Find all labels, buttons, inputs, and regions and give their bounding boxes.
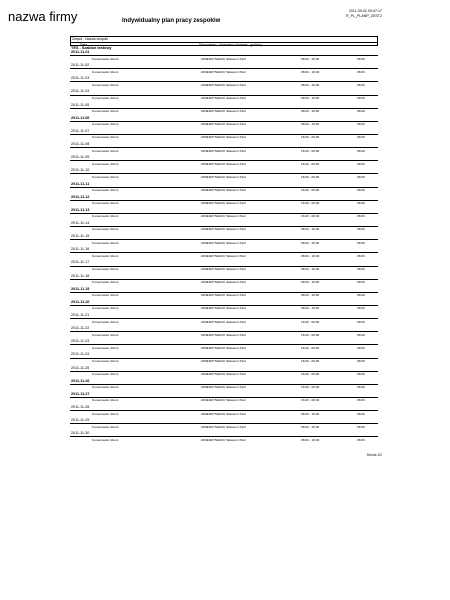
report-timestamp: 2011-09-02 09:47:17 (348, 9, 382, 13)
row-total: 08:00 (357, 345, 365, 350)
row-position: Konserwator dzieni (92, 398, 119, 403)
row-hours: 08:00 - 16:00 (301, 411, 320, 416)
group-header-label: Zespół - Nazwa zespołu (72, 37, 109, 41)
row-hours: 08:00 - 16:00 (301, 240, 320, 245)
row-position: Konserwator dzieni (92, 227, 119, 232)
row-date: 2011-11-22 (71, 326, 90, 331)
row-position: Konserwator dzieni (92, 332, 119, 337)
row-hours: 08:00 - 16:00 (301, 437, 320, 442)
row-employee: ZWIERZYNIECKI Sławomir Piotr (201, 424, 247, 429)
row-position: Konserwator dzieni (92, 56, 119, 61)
row-hours: 08:00 - 16:00 (301, 122, 320, 127)
row-total: 08:00 (357, 372, 365, 377)
row-hours: 08:00 - 16:00 (301, 424, 320, 429)
row-position: Konserwator dzieni (92, 122, 119, 127)
row-employee: ZWIERZYNIECKI Sławomir Piotr (201, 135, 247, 140)
row-hours: 08:00 - 16:00 (301, 82, 320, 87)
row-employee: ZWIERZYNIECKI Sławomir Piotr (201, 161, 247, 166)
row-hours: 16:00 - 00:00 (301, 214, 320, 219)
row-hours: 16:00 - 00:00 (301, 385, 320, 390)
row-total: 08:00 (357, 148, 365, 153)
row-position: Konserwator dzieni (92, 69, 119, 74)
report-meta (346, 9, 382, 19)
row-position: Konserwator dzieni (92, 266, 119, 271)
row-employee: ZWIERZYNIECKI Sławomir Piotr (201, 437, 247, 442)
row-position: Konserwator dzieni (92, 214, 119, 219)
row-position: Konserwator dzieni (92, 424, 119, 429)
row-date: 2011-11-03 (71, 76, 90, 81)
row-employee: ZWIERZYNIECKI Sławomir Piotr (201, 214, 247, 219)
row-date: 2011-11-26 (71, 378, 90, 383)
row-hours: 08:00 - 16:00 (301, 280, 320, 285)
row-hours: 08:00 - 16:00 (301, 95, 320, 100)
row-position: Konserwator dzieni (92, 148, 119, 153)
row-position: Konserwator dzieni (92, 372, 119, 377)
row-date: 2011-11-09 (71, 155, 90, 160)
row-position: Konserwator dzieni (92, 240, 119, 245)
row-position: Konserwator dzieni (92, 411, 119, 416)
row-hours: 08:00 - 16:00 (301, 109, 320, 114)
row-date: 2011-11-16 (71, 247, 90, 252)
row-total: 08:00 (357, 240, 365, 245)
row-employee: ZWIERZYNIECKI Sławomir Piotr (201, 82, 247, 87)
row-employee: ZWIERZYNIECKI Sławomir Piotr (201, 69, 247, 74)
row-date: 2011-11-28 (71, 405, 90, 410)
row-hours: 16:00 - 00:00 (301, 148, 320, 153)
row-employee: ZWIERZYNIECKI Sławomir Piotr (201, 148, 247, 153)
row-hours: 16:00 - 00:00 (301, 174, 320, 179)
row-total: 08:00 (357, 319, 365, 324)
row-date: 2011-11-06 (71, 115, 90, 120)
row-total: 08:00 (357, 424, 365, 429)
row-position: Konserwator dzieni (92, 82, 119, 87)
row-position: Konserwator dzieni (92, 319, 119, 324)
row-position: Konserwator dzieni (92, 135, 119, 140)
row-hours: 16:00 - 00:00 (301, 161, 320, 166)
row-position: Konserwator dzieni (92, 358, 119, 363)
row-total: 08:00 (357, 253, 365, 258)
row-employee: ZWIERZYNIECKI Sławomir Piotr (201, 56, 247, 61)
row-employee: ZWIERZYNIECKI Sławomir Piotr (201, 188, 247, 192)
row-position: Konserwator dzieni (92, 306, 119, 311)
row-date: 2011-11-23 (71, 339, 90, 344)
row-total: 08:00 (357, 161, 365, 166)
company-name: nazwa firmy (8, 9, 78, 24)
row-employee: ZWIERZYNIECKI Sławomir Piotr (201, 411, 247, 416)
row-hours: 16:00 - 00:00 (301, 135, 320, 140)
row-employee: ZWIERZYNIECKI Sławomir Piotr (201, 372, 247, 377)
row-hours: 08:00 - 16:00 (301, 69, 320, 74)
row-position: Konserwator dzieni (92, 293, 119, 298)
row-date: 2011-11-21 (71, 313, 90, 317)
row-date: 2011-11-24 (71, 352, 90, 357)
row-hours: 16:00 - 00:00 (301, 358, 320, 363)
row-date: 2011-11-01 (71, 50, 90, 54)
row-total: 08:00 (357, 214, 365, 219)
row-date: 2011-11-29 (71, 418, 90, 423)
table-header (70, 36, 378, 46)
row-date: 2011-11-11 (71, 181, 90, 186)
row-total: 08:00 (357, 122, 365, 127)
row-position: Konserwator dzieni (92, 201, 119, 206)
row-hours: 08:00 - 16:00 (301, 56, 320, 61)
row-total: 08:00 (357, 266, 365, 271)
row-employee: ZWIERZYNIECKI Sławomir Piotr (201, 122, 247, 127)
row-total: 08:00 (357, 109, 365, 114)
row-total: 08:00 (357, 201, 365, 206)
row-total: 08:00 (357, 135, 365, 140)
row-employee: ZWIERZYNIECKI Sławomir Piotr (201, 398, 247, 403)
row-date: 2011-11-20 (71, 299, 90, 304)
row-employee: ZWIERZYNIECKI Sławomir Piotr (201, 332, 247, 337)
row-employee: ZWIERZYNIECKI Sławomir Piotr (201, 306, 247, 311)
row-date: 2011-11-10 (71, 168, 90, 173)
row-hours: 16:00 - 00:00 (301, 201, 320, 206)
row-hours: 08:00 - 16:00 (301, 227, 320, 232)
row-position: Konserwator dzieni (92, 188, 119, 192)
row-hours: 16:00 - 00:00 (301, 188, 320, 192)
row-date: 2011-11-04 (71, 89, 90, 94)
row-employee: ZWIERZYNIECKI Sławomir Piotr (201, 109, 247, 114)
row-position: Konserwator dzieni (92, 95, 119, 100)
row-date: 2011-11-08 (71, 142, 90, 147)
row-employee: ZWIERZYNIECKI Sławomir Piotr (201, 319, 247, 324)
section-title: TES - Szablon testowy (71, 46, 112, 50)
row-hours: 16:00 - 00:00 (301, 332, 320, 337)
row-total: 08:00 (357, 293, 365, 298)
row-date: 2011-11-15 (71, 234, 90, 239)
row-date: 2011-11-13 (71, 207, 90, 212)
row-total: 08:00 (357, 69, 365, 74)
row-total: 08:00 (357, 280, 365, 285)
row-total: 08:00 (357, 358, 365, 363)
row-employee: ZWIERZYNIECKI Sławomir Piotr (201, 385, 247, 390)
row-date: 2011-11-05 (71, 102, 90, 107)
row-date: 2011-11-25 (71, 365, 90, 370)
row-position: Konserwator dzieni (92, 280, 119, 285)
row-employee: ZWIERZYNIECKI Sławomir Piotr (201, 358, 247, 363)
row-position: Konserwator dzieni (92, 174, 119, 179)
row-employee: ZWIERZYNIECKI Sławomir Piotr (201, 280, 247, 285)
row-employee: ZWIERZYNIECKI Sławomir Piotr (201, 174, 247, 179)
row-hours: 16:00 - 00:00 (301, 319, 320, 324)
row-hours: 16:00 - 00:00 (301, 372, 320, 377)
row-position: Konserwator dzieni (92, 161, 119, 166)
row-date: 2011-11-17 (71, 260, 90, 265)
row-total: 08:00 (357, 82, 365, 87)
page-number: Strona 1/2 (366, 453, 382, 457)
row-total: 08:00 (357, 398, 365, 403)
row-date: 2011-11-19 (71, 286, 90, 291)
row-total: 08:00 (357, 437, 365, 442)
row-hours: 08:00 - 16:00 (301, 293, 320, 298)
row-hours: 08:00 - 16:00 (301, 306, 320, 311)
row-date: 2011-11-02 (71, 63, 90, 68)
row-employee: ZWIERZYNIECKI Sławomir Piotr (201, 95, 247, 100)
row-employee: ZWIERZYNIECKI Sławomir Piotr (201, 227, 247, 232)
row-hours: 16:00 - 00:00 (301, 398, 320, 403)
row-date: 2011-11-12 (71, 194, 90, 199)
row-employee: ZWIERZYNIECKI Sławomir Piotr (201, 266, 247, 271)
row-position: Konserwator dzieni (92, 385, 119, 390)
column-header-position: Stanowisko - Nazwisko i imienie - godziny (199, 42, 262, 47)
report-title: Indywidualny plan pracy zespołów (122, 18, 221, 24)
row-employee: ZWIERZYNIECKI Sławomir Piotr (201, 201, 247, 206)
row-position: Konserwator dzieni (92, 345, 119, 350)
row-date: 2011-11-07 (71, 128, 90, 133)
row-hours: 08:00 - 16:00 (301, 253, 320, 258)
row-employee: ZWIERZYNIECKI Sławomir Piotr (201, 293, 247, 298)
column-header-date: Data (80, 42, 88, 47)
row-total: 08:00 (357, 306, 365, 311)
row-total: 08:00 (357, 332, 365, 337)
row-date: 2011-11-14 (71, 220, 90, 225)
row-position: Konserwator dzieni (92, 109, 119, 114)
row-position: Konserwator dzieni (92, 253, 119, 258)
row-total: 08:00 (357, 174, 365, 179)
row-date: 2011-11-30 (71, 431, 90, 436)
row-employee: ZWIERZYNIECKI Sławomir Piotr (201, 253, 247, 258)
row-total: 08:00 (357, 411, 365, 416)
row-date: 2011-11-18 (71, 273, 90, 278)
row-position: Konserwator dzieni (92, 437, 119, 442)
row-total: 08:00 (357, 56, 365, 61)
row-total: 08:00 (357, 188, 365, 192)
report-code: R_PL_PLANP_ZEST2 (346, 14, 382, 18)
row-employee: ZWIERZYNIECKI Sławomir Piotr (201, 345, 247, 350)
row-employee: ZWIERZYNIECKI Sławomir Piotr (201, 240, 247, 245)
row-hours: 16:00 - 00:00 (301, 345, 320, 350)
row-hours: 08:00 - 16:00 (301, 266, 320, 271)
row-total: 08:00 (357, 227, 365, 232)
row-date: 2011-11-27 (71, 391, 90, 396)
row-total: 08:00 (357, 385, 365, 390)
row-total: 08:00 (357, 95, 365, 100)
